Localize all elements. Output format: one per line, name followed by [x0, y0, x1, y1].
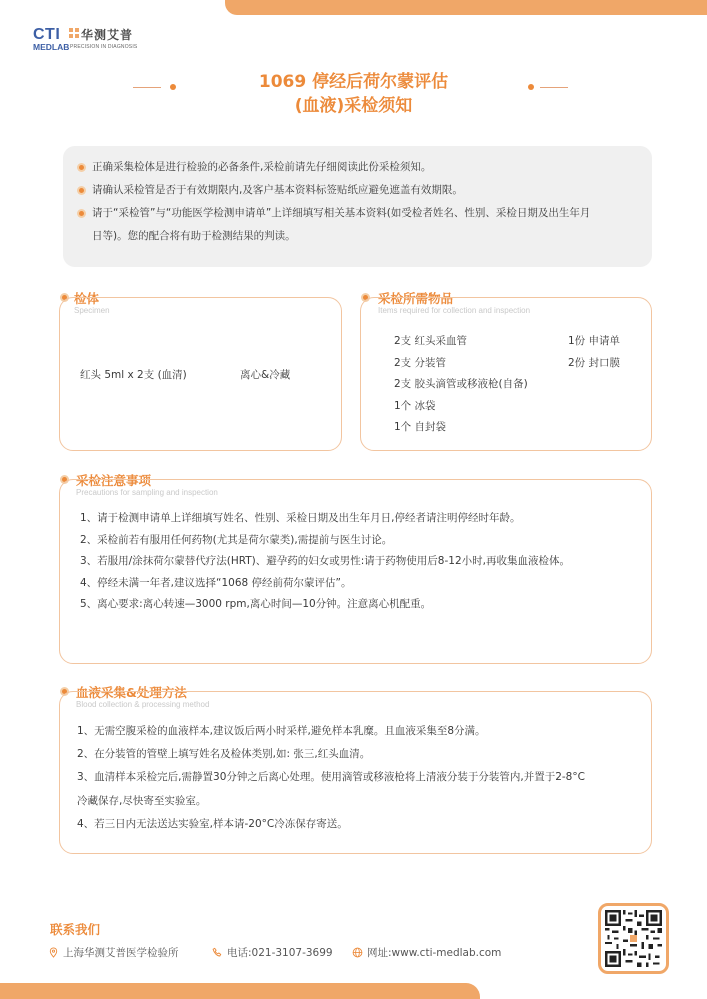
bottom-accent-bar — [0, 983, 480, 999]
specimen-subtitle: Specimen — [74, 306, 110, 315]
list-item: 3、若服用/涂抹荷尔蒙替代疗法(HRT)、避孕药的妇女或男性:请于药物使用后8-12小时,再收集血液检体。 — [80, 555, 570, 567]
items-required-left-list — [394, 331, 528, 439]
specimen-title: 检体 — [74, 291, 100, 306]
logo-chinese-name: 华测艾普 — [81, 28, 134, 42]
notice-item: 请于“采检管”与“功能医学检测申请单”上详细填写相关基本资料(如受检者姓名、性别、采检日期及出生年月 — [77, 202, 634, 225]
logo-tagline: PRECISION IN DIAGNOSIS — [70, 44, 138, 50]
page-title-line-2: (血液)采检须知 — [294, 96, 413, 116]
list-item: 4、若三日内无法送达实验室,样本请-20°C冷冻保存寄送。 — [77, 817, 348, 830]
list-item: 2支 分装管 — [394, 356, 447, 369]
qr-code-icon — [605, 910, 662, 967]
contact-website[interactable]: 网址:www.cti-medlab.com — [352, 945, 501, 960]
company-logo — [33, 26, 163, 52]
list-item: 1、无需空腹采检的血液样本,建议饭后两小时采样,避免样本乳糜。且血液采集至8分满。 — [77, 725, 486, 737]
bullet-icon — [77, 186, 86, 195]
contact-title: 联系我们 — [50, 922, 101, 937]
logo-grid-icon — [69, 28, 79, 40]
contact-company: 上海华测艾普医学检验所 — [48, 945, 179, 960]
blood-subtitle: Blood collection & processing method — [76, 700, 210, 709]
list-item: 5、离心要求:离心转速—3000 rpm,离心时间—10分钟。注意离心机配重。 — [80, 598, 432, 610]
list-item: 2、在分装管的管壁上填写姓名及检体类别,如: 张三,红头血清。 — [77, 748, 371, 761]
notice-item: 请确认采检管是否于有效期限内,及客户基本资料标签贴纸应避免遮盖有效期限。 — [77, 179, 634, 202]
items-required-subtitle: Items required for collection and inspection — [378, 306, 531, 315]
globe-icon — [352, 947, 363, 958]
items-required-title: 采检所需物品 — [378, 291, 454, 306]
list-item: 1、请于检测申请单上详细填写姓名、性别、采检日期及出生年月日,停经者请注明停经时年龄。 — [80, 512, 521, 524]
list-item: 3、血清样本采检完后,需静置30分钟之后离心处理。使用滴管或移液枪将上清液分装于分装管内,并置于2-8°C — [77, 771, 585, 784]
blood-list — [77, 720, 585, 836]
specimen-handling: 离心&冷藏 — [240, 369, 291, 381]
notice-item-continuation: 日等)。您的配合将有助于检测结果的判读。 — [92, 230, 296, 242]
list-item: 2份 封口膜 — [568, 356, 621, 369]
list-item: 2、采检前若有服用任何药物(尤其是荷尔蒙类),需提前与医生讨论。 — [80, 533, 393, 546]
list-item: 1份 申请单 — [568, 335, 621, 347]
list-item: 2支 红头采血管 — [394, 335, 468, 347]
top-accent-bar — [225, 0, 707, 15]
notice-box — [63, 146, 652, 267]
list-item: 冷藏保存,尽快寄至实验室。 — [77, 794, 207, 807]
list-item: 1个 自封袋 — [394, 421, 447, 433]
list-item: 1个 冰袋 — [394, 399, 436, 412]
specimen-tube: 红头 5ml x 2支 (血清) — [80, 369, 187, 381]
logo-medlab-text: MEDLAB — [33, 42, 70, 52]
phone-icon — [212, 947, 223, 958]
precautions-list — [80, 508, 570, 616]
blood-title: 血液采集&处理方法 — [76, 685, 187, 700]
list-item: 4、停经未满一年者,建议选择“1068 停经前荷尔蒙评估”。 — [80, 576, 352, 589]
notice-item: 正确采集检体是进行检验的必备条件,采检前请先仔细阅读此份采检须知。 — [77, 156, 634, 179]
qr-code[interactable] — [598, 903, 669, 974]
page-title-line-1: 1069 停经后荷尔蒙评估 — [258, 72, 449, 92]
list-item: 2支 胶头滴管或移液枪(自备) — [394, 378, 528, 390]
location-pin-icon — [48, 947, 59, 958]
bullet-icon — [77, 209, 86, 218]
precautions-title: 采检注意事项 — [76, 473, 152, 488]
items-required-right-list — [568, 331, 620, 374]
bullet-icon — [77, 163, 86, 172]
precautions-subtitle: Precautions for sampling and inspection — [76, 488, 218, 497]
logo-cti-text: CTI — [33, 26, 61, 43]
contact-phone: 电话:021-3107-3699 — [212, 945, 333, 960]
